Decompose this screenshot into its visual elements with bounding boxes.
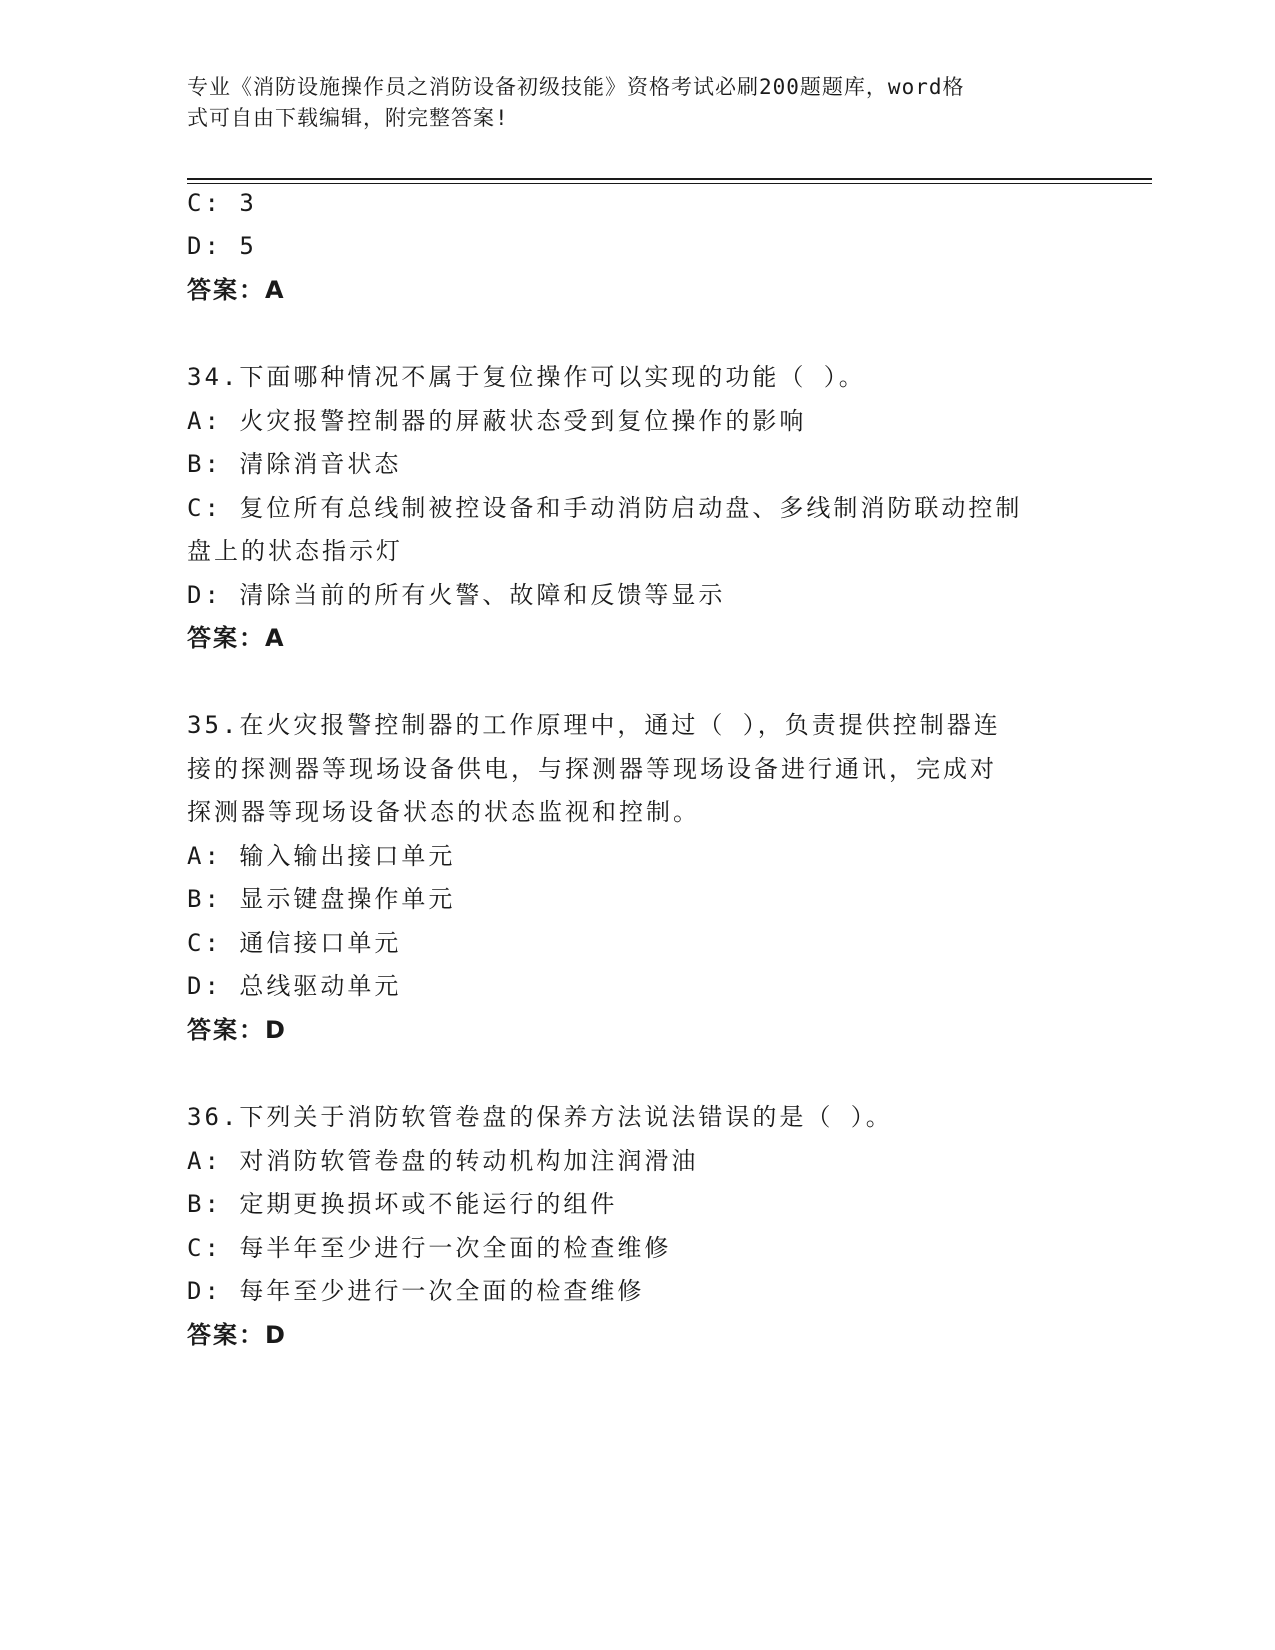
question-stem: 36.下列关于消防软管卷盘的保养方法说法错误的是（ ）。 (187, 1103, 893, 1131)
question-stem-continued: 接的探测器等现场设备供电，与探测器等现场设备进行通讯，完成对 (187, 755, 997, 783)
option-d: D: 总线驱动单元 (187, 972, 402, 1000)
option-d: D: 清除当前的所有火警、故障和反馈等显示 (187, 581, 726, 609)
question-stem-continued: 探测器等现场设备状态的状态监视和控制。 (187, 798, 700, 826)
option-a: A: 输入输出接口单元 (187, 842, 456, 870)
answer-line: 答案：D (187, 1321, 287, 1349)
option-c-continued: 盘上的状态指示灯 (187, 537, 403, 565)
option-c: C: 每半年至少进行一次全面的检查维修 (187, 1234, 672, 1262)
option-c: C: 3 (187, 189, 257, 217)
header-line-2: 式可自由下载编辑，附完整答案! (187, 106, 509, 130)
question-stem: 35.在火灾报警控制器的工作原理中，通过（ ），负责提供控制器连 (187, 711, 1001, 739)
header-divider-thin (187, 183, 1152, 184)
header-line-1: 专业《消防设施操作员之消防设备初级技能》资格考试必刷200题题库，word格 (187, 75, 965, 99)
option-d: D: 5 (187, 232, 257, 260)
option-a: A: 火灾报警控制器的屏蔽状态受到复位操作的影响 (187, 407, 807, 435)
option-b: B: 显示键盘操作单元 (187, 885, 456, 913)
option-a: A: 对消防软管卷盘的转动机构加注润滑油 (187, 1147, 699, 1175)
answer-line: 答案：D (187, 1016, 287, 1044)
answer-line: 答案：A (187, 624, 286, 652)
header-divider-thick (187, 178, 1152, 180)
document-header (187, 72, 1067, 134)
option-b: B: 清除消音状态 (187, 450, 402, 478)
option-c: C: 复位所有总线制被控设备和手动消防启动盘、多线制消防联动控制 (187, 494, 1023, 522)
option-b: B: 定期更换损坏或不能运行的组件 (187, 1190, 618, 1218)
option-d: D: 每年至少进行一次全面的检查维修 (187, 1277, 645, 1305)
question-stem: 34.下面哪种情况不属于复位操作可以实现的功能（ ）。 (187, 363, 866, 391)
option-c: C: 通信接口单元 (187, 929, 402, 957)
answer-line: 答案：A (187, 276, 286, 304)
